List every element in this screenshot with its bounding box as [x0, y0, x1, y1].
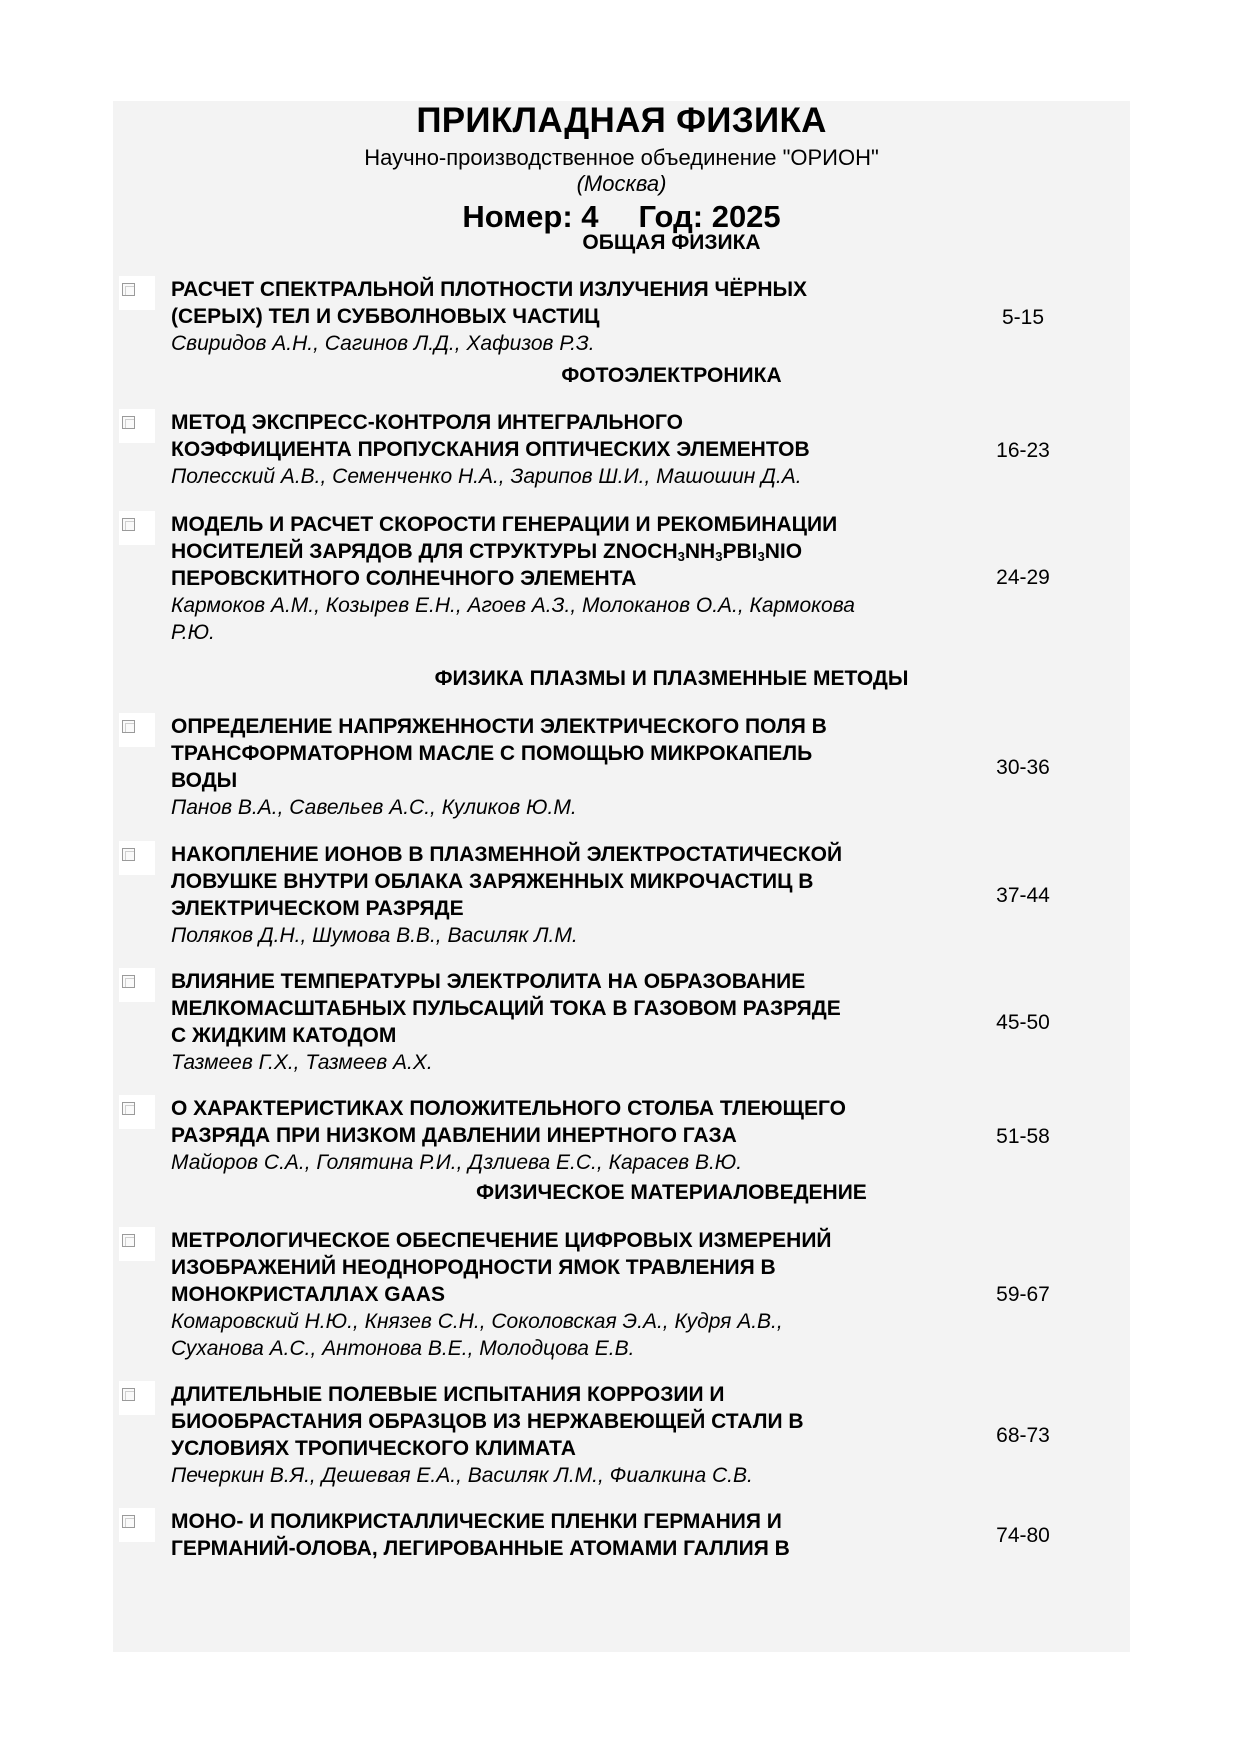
- page-range: 74-80: [996, 1524, 1050, 1547]
- select-checkbox[interactable]: [119, 276, 155, 310]
- checkbox-icon: [122, 1515, 135, 1528]
- select-checkbox[interactable]: [119, 1381, 155, 1415]
- article-title[interactable]: РАСЧЕТ СПЕКТРАЛЬНОЙ ПЛОТНОСТИ ИЗЛУЧЕНИЯ ЧЁРНЫХ (СЕРЫХ) ТЕЛ И СУБВОЛНОВЫХ ЧАСТИЦ: [171, 278, 808, 328]
- publisher: Научно-производственное объединение "ОРИОН": [364, 145, 879, 170]
- page-range: 68-73: [996, 1424, 1050, 1447]
- select-checkbox[interactable]: [119, 713, 155, 747]
- page-range: 24-29: [996, 566, 1050, 589]
- article-title[interactable]: ОПРЕДЕЛЕНИЕ НАПРЯЖЕННОСТИ ЭЛЕКТРИЧЕСКОГО ПОЛЯ В ТРАНСФОРМАТОРНОМ МАСЛЕ С ПОМОЩЬЮ МИКРОКАПЕЛЬ ВОДЫ: [171, 715, 827, 792]
- select-checkbox[interactable]: [119, 1227, 155, 1261]
- page-range: 5-15: [1001, 306, 1045, 329]
- select-checkbox[interactable]: [119, 1095, 155, 1129]
- issue-line: [113, 199, 1130, 235]
- issue-year: Год: 2025: [638, 199, 781, 234]
- article-authors: Майоров С.А., Голятина Р.И., Дзлиева Е.С., Карасев В.Ю.: [171, 1151, 743, 1174]
- article-title[interactable]: ДЛИТЕЛЬНЫЕ ПОЛЕВЫЕ ИСПЫТАНИЯ КОРРОЗИИ И БИООБРАСТАНИЯ ОБРАЗЦОВ ИЗ НЕРЖАВЕЮЩЕЙ СТАЛИ В УСЛОВИЯХ ТРОПИЧЕСКОГО КЛИМАТА: [171, 1383, 804, 1460]
- article-authors: Печеркин В.Я., Дешевая Е.А., Василяк Л.М., Фиалкина С.В.: [171, 1464, 753, 1487]
- article-title[interactable]: ВЛИЯНИЕ ТЕМПЕРАТУРЫ ЭЛЕКТРОЛИТА НА ОБРАЗОВАНИЕ МЕЛКОМАСШТАБНЫХ ПУЛЬСАЦИЙ ТОКА В ГАЗОВОМ РАЗРЯДЕ С ЖИДКИМ КАТОДОМ: [171, 970, 841, 1047]
- article-title[interactable]: МЕТОД ЭКСПРЕСС-КОНТРОЛЯ ИНТЕГРАЛЬНОГО КОЭФФИЦИЕНТА ПРОПУСКАНИЯ ОПТИЧЕСКИХ ЭЛЕМЕНТОВ: [171, 411, 810, 461]
- article-title[interactable]: НАКОПЛЕНИЕ ИОНОВ В ПЛАЗМЕННОЙ ЭЛЕКТРОСТАТИЧЕСКОЙ ЛОВУШКЕ ВНУТРИ ОБЛАКА ЗАРЯЖЕННЫХ МИКРОЧАСТИЦ В ЭЛЕКТРИЧЕСКОМ РАЗРЯДЕ: [171, 843, 843, 920]
- article-authors: Поляков Д.Н., Шумова В.В., Василяк Л.М.: [171, 924, 578, 947]
- article-authors: Панов В.А., Савельев А.С., Куликов Ю.М.: [171, 796, 577, 819]
- checkbox-icon: [122, 1102, 135, 1115]
- checkbox-icon: [122, 848, 135, 861]
- page-range: 37-44: [996, 884, 1050, 907]
- article-authors: Кармоков А.М., Козырев Е.Н., Агоев А.З., Молоканов О.А., Кармокова Р.Ю.: [171, 594, 855, 644]
- table-of-contents: [113, 101, 1130, 1652]
- section-heading: ФИЗИКА ПЛАЗМЫ И ПЛАЗМЕННЫЕ МЕТОДЫ: [434, 667, 909, 690]
- select-checkbox[interactable]: [119, 968, 155, 1002]
- page-range: 59-67: [996, 1283, 1050, 1306]
- journal-title: ПРИКЛАДНАЯ ФИЗИКА: [416, 101, 827, 140]
- page-range: 51-58: [996, 1125, 1050, 1148]
- article-title[interactable]: О ХАРАКТЕРИСТИКАХ ПОЛОЖИТЕЛЬНОГО СТОЛБА ТЛЕЮЩЕГО РАЗРЯДА ПРИ НИЗКОМ ДАВЛЕНИИ ИНЕРТНОГО ГАЗА: [171, 1097, 846, 1147]
- select-checkbox[interactable]: [119, 841, 155, 875]
- checkbox-icon: [122, 416, 135, 429]
- article-authors: Свиридов А.Н., Сагинов Л.Д., Хафизов Р.З.: [171, 332, 595, 355]
- section-heading: ФИЗИЧЕСКОЕ МАТЕРИАЛОВЕДЕНИЕ: [476, 1181, 867, 1204]
- publisher-city: (Москва): [576, 171, 667, 196]
- article-authors: Комаровский Н.Ю., Князев С.Н., Соколовская Э.А., Кудря А.В., Суханова А.С., Антонова В.Е., Молодцова Е.В.: [171, 1310, 783, 1360]
- page-range: 16-23: [996, 439, 1050, 462]
- checkbox-icon: [122, 518, 135, 531]
- select-checkbox[interactable]: [119, 1508, 155, 1542]
- article-authors: Тазмеев Г.Х., Тазмеев А.Х.: [171, 1051, 433, 1074]
- checkbox-icon: [122, 1234, 135, 1247]
- article-title[interactable]: МЕТРОЛОГИЧЕСКОЕ ОБЕСПЕЧЕНИЕ ЦИФРОВЫХ ИЗМЕРЕНИЙ ИЗОБРАЖЕНИЙ НЕОДНОРОДНОСТИ ЯМОК ТРАВЛЕНИЯ В МОНОКРИСТАЛЛАХ GAAS: [171, 1229, 832, 1306]
- article-authors: Полесский А.В., Семенченко Н.А., Зарипов Ш.И., Машошин Д.А.: [171, 465, 802, 488]
- section-heading: ОБЩАЯ ФИЗИКА: [582, 231, 761, 254]
- checkbox-icon: [122, 975, 135, 988]
- page-range: 30-36: [996, 756, 1050, 779]
- checkbox-icon: [122, 283, 135, 296]
- checkbox-icon: [122, 720, 135, 733]
- article-title[interactable]: МОДЕЛЬ И РАСЧЕТ СКОРОСТИ ГЕНЕРАЦИИ И РЕКОМБИНАЦИИ НОСИТЕЛЕЙ ЗАРЯДОВ ДЛЯ СТРУКТУРЫ $ZNOCH_3NH_3PBI_3NIO$ ПЕРОВСКИТНОГО СОЛНЕЧНОГО ЭЛЕМЕНТА: [171, 513, 838, 590]
- select-checkbox[interactable]: [119, 409, 155, 443]
- page-range: 45-50: [996, 1011, 1050, 1034]
- section-heading: ФОТОЭЛЕКТРОНИКА: [561, 364, 782, 387]
- checkbox-icon: [122, 1388, 135, 1401]
- select-checkbox[interactable]: [119, 511, 155, 545]
- article-title[interactable]: МОНО- И ПОЛИКРИСТАЛЛИЧЕСКИЕ ПЛЕНКИ ГЕРМАНИЯ И ГЕРМАНИЙ-ОЛОВА, ЛЕГИРОВАННЫЕ АТОМАМИ ГАЛЛИЯ В: [171, 1510, 790, 1560]
- issue-number: Номер: 4: [462, 199, 599, 234]
- journal-header: [113, 101, 1130, 251]
